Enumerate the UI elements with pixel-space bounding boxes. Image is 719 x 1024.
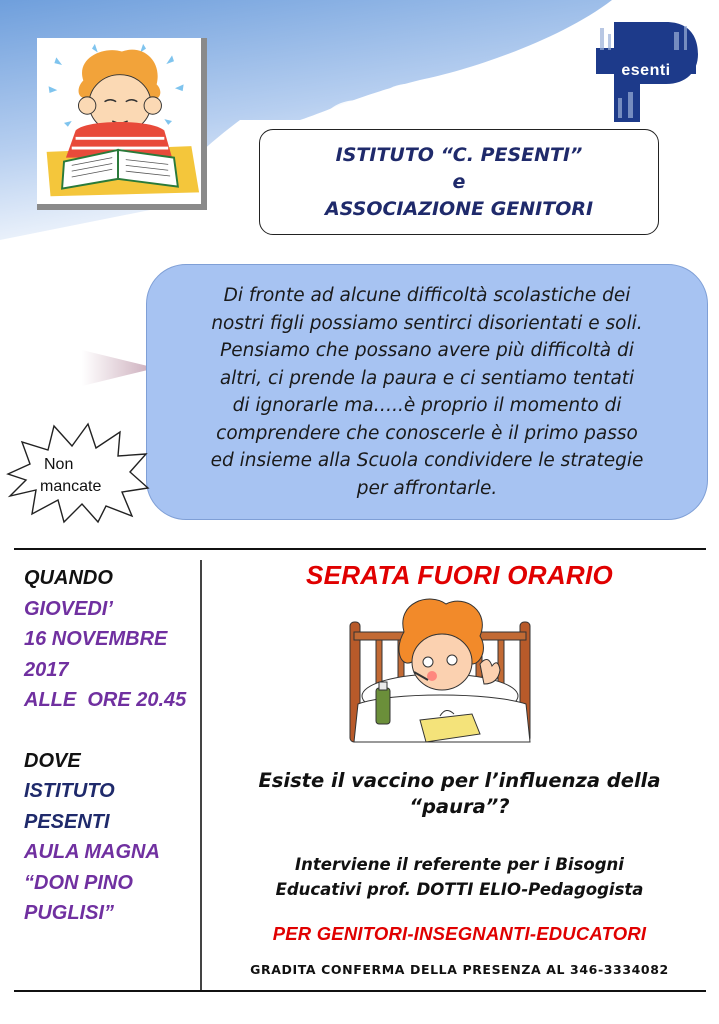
where-room-2: “DON PINO	[24, 871, 133, 894]
when-date: 16 NOVEMBRE	[24, 628, 168, 650]
sick-person-illustration	[340, 592, 540, 750]
logo-text: esenti	[621, 62, 671, 79]
intro-text: Di fronte ad alcune difficoltà scolastiche dei nostri figli possiamo sentirci disorientati e soli. Pensiamo che possano avere più difficoltà di altri, ci prende la paura e ci sentiamo tentati di ignorarle ma…..è proprio il momento di comprendere che conoscerle è il primo passo ed insieme alla Scuola condividere le strategie per affrontarle.	[210, 285, 644, 499]
when-label: QUANDO	[24, 567, 113, 589]
spacer	[24, 716, 200, 746]
speaker-line-1: Interviene il referente per i Bisogni	[295, 855, 624, 874]
title-line-association: ASSOCIAZIONE GENITORI	[324, 197, 594, 220]
when-year: 2017	[24, 658, 69, 681]
divider-bottom	[14, 990, 706, 992]
where-place-2: PESENTI	[24, 810, 110, 833]
when-time: ALLE ORE 20.45	[24, 689, 187, 711]
where-room-1: AULA MAGNA	[24, 841, 160, 863]
speaker-line-2: Educativi prof. DOTTI ELIO-Pedagogista	[275, 880, 644, 899]
institution-title-box	[259, 129, 659, 235]
divider-top	[14, 548, 706, 550]
where-label: DOVE	[24, 749, 81, 772]
event-title: SERATA FUORI ORARIO	[305, 560, 614, 590]
child-reading-illustration	[37, 38, 207, 210]
starburst-text	[40, 454, 124, 498]
starburst-line-2: mancate	[40, 478, 102, 495]
event-speaker	[200, 852, 719, 902]
when-day: GIOVEDI’	[24, 597, 113, 620]
question-line-2: “paura”?	[409, 795, 510, 818]
where-room-3: PUGLISI”	[24, 902, 115, 924]
school-logo	[596, 18, 698, 122]
title-line-and: e	[452, 170, 466, 193]
event-details-column	[24, 563, 200, 929]
event-audience: PER GENITORI-INSEGNANTI-EDUCATORI	[272, 923, 647, 944]
event-question	[200, 768, 719, 820]
rsvp-confirmation: GRADITA CONFERMA DELLA PRESENZA AL 346-3334082	[250, 962, 669, 977]
starburst-line-1: Non	[44, 456, 74, 473]
title-line-institute: ISTITUTO “C. PESENTI”	[335, 143, 583, 166]
intro-speech-bubble	[146, 264, 708, 520]
where-place-1: ISTITUTO	[24, 780, 115, 802]
question-line-1: Esiste il vaccino per l’influenza della	[258, 769, 661, 792]
